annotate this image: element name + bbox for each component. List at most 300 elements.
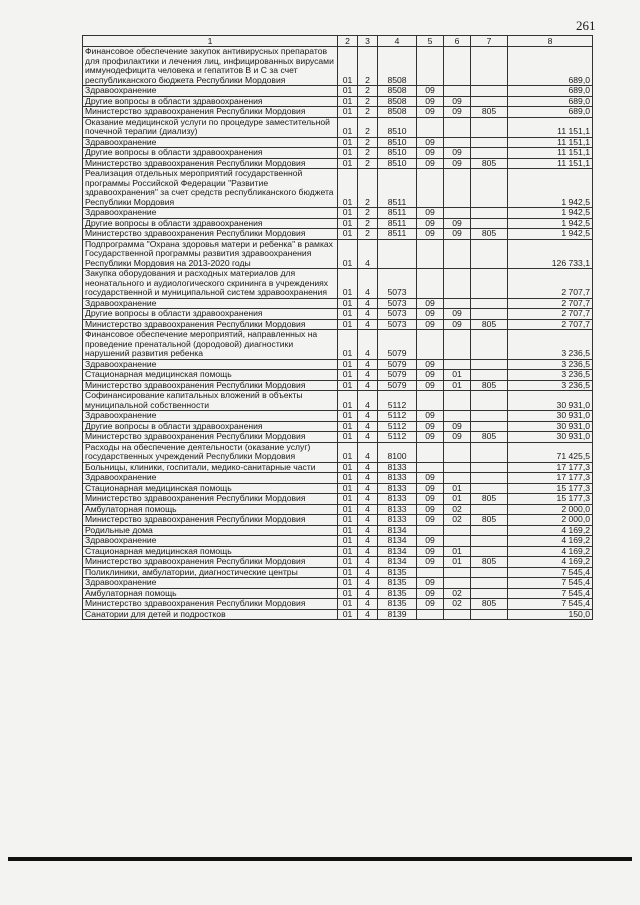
column-header: 1 <box>83 36 338 47</box>
item-name: Здравоохранение <box>83 473 338 484</box>
code-2: 01 <box>338 494 358 505</box>
code-7: 805 <box>471 557 508 568</box>
amount-value: 11 151,1 <box>508 158 593 169</box>
code-3: 2 <box>358 117 378 137</box>
code-7: 805 <box>471 229 508 240</box>
code-4: 5073 <box>378 309 417 320</box>
code-2: 01 <box>338 117 358 137</box>
amount-value: 30 931,0 <box>508 432 593 443</box>
column-header: 3 <box>358 36 378 47</box>
code-4: 5073 <box>378 319 417 330</box>
code-4: 8100 <box>378 442 417 462</box>
code-4: 8510 <box>378 148 417 159</box>
code-6 <box>444 473 471 484</box>
code-7 <box>471 86 508 97</box>
code-6: 09 <box>444 96 471 107</box>
code-4: 5073 <box>378 269 417 299</box>
code-7 <box>471 525 508 536</box>
table-row <box>83 494 593 505</box>
code-2: 01 <box>338 380 358 391</box>
code-2: 01 <box>338 239 358 269</box>
table-row <box>83 269 593 299</box>
code-6: 02 <box>444 599 471 610</box>
code-3: 4 <box>358 588 378 599</box>
code-6: 01 <box>444 494 471 505</box>
code-4: 5079 <box>378 380 417 391</box>
table-row <box>83 96 593 107</box>
item-name: Другие вопросы в области здравоохранения <box>83 218 338 229</box>
code-2: 01 <box>338 158 358 169</box>
amount-value: 1 942,5 <box>508 229 593 240</box>
table-row <box>83 391 593 411</box>
code-7: 805 <box>471 432 508 443</box>
item-name: Министерство здравоохранения Республики Мордовия <box>83 319 338 330</box>
code-7 <box>471 421 508 432</box>
code-7 <box>471 567 508 578</box>
code-4: 8133 <box>378 483 417 494</box>
code-4: 8133 <box>378 504 417 515</box>
code-5 <box>417 47 444 86</box>
header-row <box>83 36 593 47</box>
code-7: 805 <box>471 107 508 118</box>
code-4: 8511 <box>378 208 417 219</box>
amount-value: 689,0 <box>508 96 593 107</box>
amount-value: 30 931,0 <box>508 421 593 432</box>
code-4: 8135 <box>378 588 417 599</box>
code-2: 01 <box>338 578 358 589</box>
code-3: 4 <box>358 239 378 269</box>
code-3: 4 <box>358 442 378 462</box>
code-2: 01 <box>338 309 358 320</box>
code-2: 01 <box>338 359 358 370</box>
code-6 <box>444 567 471 578</box>
amount-value: 7 545,4 <box>508 567 593 578</box>
code-2: 01 <box>338 546 358 557</box>
code-3: 4 <box>358 432 378 443</box>
code-4: 8134 <box>378 546 417 557</box>
code-7 <box>471 442 508 462</box>
code-6: 09 <box>444 148 471 159</box>
code-3: 4 <box>358 483 378 494</box>
amount-value: 17 177,3 <box>508 473 593 484</box>
code-5: 09 <box>417 137 444 148</box>
code-5: 09 <box>417 380 444 391</box>
code-2: 01 <box>338 96 358 107</box>
table-row <box>83 137 593 148</box>
code-2: 01 <box>338 137 358 148</box>
code-5: 09 <box>417 411 444 422</box>
amount-value: 3 236,5 <box>508 370 593 381</box>
table-row <box>83 169 593 208</box>
code-7 <box>471 370 508 381</box>
code-7 <box>471 359 508 370</box>
code-7: 805 <box>471 380 508 391</box>
code-3: 2 <box>358 208 378 219</box>
code-6: 09 <box>444 107 471 118</box>
amount-value: 7 545,4 <box>508 578 593 589</box>
code-2: 01 <box>338 169 358 208</box>
item-name: Больницы, клиники, госпитали, медико-санитарные части <box>83 462 338 473</box>
code-2: 01 <box>338 525 358 536</box>
code-7: 805 <box>471 158 508 169</box>
code-4: 8135 <box>378 599 417 610</box>
code-2: 01 <box>338 370 358 381</box>
code-6: 01 <box>444 483 471 494</box>
code-6: 02 <box>444 504 471 515</box>
code-7 <box>471 504 508 515</box>
code-7: 805 <box>471 515 508 526</box>
item-name: Софинансирование капитальных вложений в объекты муниципальной собственности <box>83 391 338 411</box>
item-name: Здравоохранение <box>83 578 338 589</box>
table-row <box>83 239 593 269</box>
code-4: 8135 <box>378 578 417 589</box>
item-name: Здравоохранение <box>83 359 338 370</box>
code-3: 2 <box>358 148 378 159</box>
code-7: 805 <box>471 494 508 505</box>
table-row <box>83 319 593 330</box>
amount-value: 11 151,1 <box>508 117 593 137</box>
code-7 <box>471 239 508 269</box>
amount-value: 7 545,4 <box>508 588 593 599</box>
amount-value: 126 733,1 <box>508 239 593 269</box>
code-6 <box>444 359 471 370</box>
table-row <box>83 504 593 515</box>
item-name: Министерство здравоохранения Республики Мордовия <box>83 494 338 505</box>
table-row <box>83 158 593 169</box>
code-7 <box>471 47 508 86</box>
code-4: 8511 <box>378 218 417 229</box>
code-4 <box>378 239 417 269</box>
table-row <box>83 515 593 526</box>
item-name: Здравоохранение <box>83 86 338 97</box>
item-name: Санатории для детей и подростков <box>83 609 338 620</box>
code-4: 8508 <box>378 47 417 86</box>
code-6: 01 <box>444 546 471 557</box>
item-name: Министерство здравоохранения Республики Мордовия <box>83 107 338 118</box>
code-3: 4 <box>358 380 378 391</box>
table-row <box>83 473 593 484</box>
code-6: 01 <box>444 380 471 391</box>
column-header: 6 <box>444 36 471 47</box>
code-2: 01 <box>338 515 358 526</box>
code-6 <box>444 536 471 547</box>
code-6: 09 <box>444 432 471 443</box>
table-row <box>83 208 593 219</box>
code-3: 2 <box>358 169 378 208</box>
code-6 <box>444 208 471 219</box>
code-5 <box>417 269 444 299</box>
code-4: 8511 <box>378 169 417 208</box>
code-4: 5073 <box>378 298 417 309</box>
table-row <box>83 599 593 610</box>
amount-value: 4 169,2 <box>508 557 593 568</box>
code-7 <box>471 330 508 360</box>
code-4: 5112 <box>378 421 417 432</box>
table-row <box>83 462 593 473</box>
code-5: 09 <box>417 86 444 97</box>
amount-value: 689,0 <box>508 47 593 86</box>
code-3: 2 <box>358 96 378 107</box>
table-row <box>83 218 593 229</box>
code-7 <box>471 96 508 107</box>
code-5: 09 <box>417 473 444 484</box>
code-3: 4 <box>358 473 378 484</box>
code-6 <box>444 391 471 411</box>
budget-table <box>82 35 593 620</box>
code-3: 2 <box>358 86 378 97</box>
code-4: 5079 <box>378 330 417 360</box>
code-4: 8133 <box>378 494 417 505</box>
code-3: 4 <box>358 536 378 547</box>
code-6 <box>444 137 471 148</box>
item-name: Подпрограмма "Охрана здоровья матери и ребенка" в рамках Государственной программы развития здравоохранения Республики Мордовия на 2013-2020 годы <box>83 239 338 269</box>
code-5: 09 <box>417 158 444 169</box>
code-5: 09 <box>417 96 444 107</box>
item-name: Министерство здравоохранения Республики Мордовия <box>83 229 338 240</box>
code-2: 01 <box>338 432 358 443</box>
table-row <box>83 421 593 432</box>
code-3: 4 <box>358 330 378 360</box>
code-6 <box>444 298 471 309</box>
table-row <box>83 47 593 86</box>
code-5 <box>417 525 444 536</box>
code-2: 01 <box>338 107 358 118</box>
code-2: 01 <box>338 298 358 309</box>
column-header: 2 <box>338 36 358 47</box>
code-5 <box>417 239 444 269</box>
item-name: Здравоохранение <box>83 411 338 422</box>
amount-value: 30 931,0 <box>508 391 593 411</box>
code-6 <box>444 578 471 589</box>
item-name: Здравоохранение <box>83 536 338 547</box>
code-3: 4 <box>358 546 378 557</box>
code-2: 01 <box>338 229 358 240</box>
code-2: 01 <box>338 208 358 219</box>
code-6: 02 <box>444 588 471 599</box>
code-7 <box>471 391 508 411</box>
code-6: 02 <box>444 515 471 526</box>
column-header: 7 <box>471 36 508 47</box>
code-3: 4 <box>358 567 378 578</box>
table-row <box>83 536 593 547</box>
code-5: 09 <box>417 588 444 599</box>
code-2: 01 <box>338 473 358 484</box>
amount-value: 4 169,2 <box>508 525 593 536</box>
table-row <box>83 380 593 391</box>
code-2: 01 <box>338 599 358 610</box>
amount-value: 689,0 <box>508 107 593 118</box>
item-name: Министерство здравоохранения Республики Мордовия <box>83 158 338 169</box>
code-3: 4 <box>358 578 378 589</box>
code-4: 5079 <box>378 370 417 381</box>
amount-value: 15 177,3 <box>508 494 593 505</box>
item-name: Министерство здравоохранения Республики Мордовия <box>83 515 338 526</box>
code-5: 09 <box>417 229 444 240</box>
table-row <box>83 483 593 494</box>
item-name: Министерство здравоохранения Республики Мордовия <box>83 432 338 443</box>
amount-value: 1 942,5 <box>508 218 593 229</box>
code-2: 01 <box>338 588 358 599</box>
code-7 <box>471 411 508 422</box>
code-2: 01 <box>338 319 358 330</box>
code-5: 09 <box>417 208 444 219</box>
code-4: 8133 <box>378 515 417 526</box>
table-row <box>83 546 593 557</box>
code-2: 01 <box>338 442 358 462</box>
code-2: 01 <box>338 148 358 159</box>
code-4: 8511 <box>378 229 417 240</box>
table-row <box>83 567 593 578</box>
code-5: 09 <box>417 432 444 443</box>
code-6: 09 <box>444 309 471 320</box>
code-3: 2 <box>358 107 378 118</box>
table-row <box>83 588 593 599</box>
code-3: 4 <box>358 359 378 370</box>
code-4: 8510 <box>378 117 417 137</box>
amount-value: 2 707,7 <box>508 319 593 330</box>
item-name: Здравоохранение <box>83 137 338 148</box>
code-5 <box>417 391 444 411</box>
table-row <box>83 359 593 370</box>
item-name: Стационарная медицинская помощь <box>83 370 338 381</box>
amount-value: 3 236,5 <box>508 380 593 391</box>
amount-value: 3 236,5 <box>508 359 593 370</box>
code-5: 09 <box>417 421 444 432</box>
amount-value: 2 000,0 <box>508 515 593 526</box>
code-3: 4 <box>358 269 378 299</box>
item-name: Другие вопросы в области здравоохранения <box>83 148 338 159</box>
code-5: 09 <box>417 218 444 229</box>
code-5 <box>417 117 444 137</box>
code-2: 01 <box>338 411 358 422</box>
table-row <box>83 411 593 422</box>
amount-value: 150,0 <box>508 609 593 620</box>
code-2: 01 <box>338 86 358 97</box>
code-4: 8134 <box>378 557 417 568</box>
code-4: 8510 <box>378 137 417 148</box>
code-5: 09 <box>417 370 444 381</box>
amount-value: 7 545,4 <box>508 599 593 610</box>
footer-rule <box>8 857 632 861</box>
code-3: 4 <box>358 599 378 610</box>
table-body <box>83 47 593 620</box>
code-5: 09 <box>417 599 444 610</box>
code-5: 09 <box>417 298 444 309</box>
item-name: Другие вопросы в области здравоохранения <box>83 421 338 432</box>
item-name: Поликлиники, амбулатории, диагностические центры <box>83 567 338 578</box>
code-4: 8133 <box>378 462 417 473</box>
code-5 <box>417 609 444 620</box>
code-3: 4 <box>358 411 378 422</box>
item-name: Родильные дома <box>83 525 338 536</box>
item-name: Финансовое обеспечение закупок антивирусных препаратов для профилактики и лечения лиц, инфицированных вирусами иммунодефицита человека и гепатитов В и С за счет республиканского бюджета Республики Мордовия <box>83 47 338 86</box>
item-name: Реализация отдельных мероприятий государственной программы Российской Федерации "Развитие здравоохранения" за счет средств республиканского бюджета Республики Мордовия <box>83 169 338 208</box>
code-7 <box>471 588 508 599</box>
table-row <box>83 298 593 309</box>
code-6 <box>444 525 471 536</box>
code-4: 8133 <box>378 473 417 484</box>
item-name: Другие вопросы в области здравоохранения <box>83 309 338 320</box>
code-5: 09 <box>417 494 444 505</box>
table-row <box>83 117 593 137</box>
code-2: 01 <box>338 462 358 473</box>
code-4: 8135 <box>378 567 417 578</box>
code-5: 09 <box>417 578 444 589</box>
page-number: 261 <box>576 18 596 33</box>
item-name: Расходы на обеспечение деятельности (оказание услуг) государственных учреждений Республики Мордовия <box>83 442 338 462</box>
code-2: 01 <box>338 609 358 620</box>
code-5 <box>417 169 444 208</box>
code-5 <box>417 462 444 473</box>
code-2: 01 <box>338 567 358 578</box>
code-6 <box>444 411 471 422</box>
code-6 <box>444 442 471 462</box>
code-2: 01 <box>338 557 358 568</box>
code-3: 4 <box>358 494 378 505</box>
amount-value: 11 151,1 <box>508 148 593 159</box>
code-5: 09 <box>417 536 444 547</box>
code-3: 2 <box>358 158 378 169</box>
amount-value: 1 942,5 <box>508 208 593 219</box>
code-5 <box>417 442 444 462</box>
amount-value: 15 177,3 <box>508 483 593 494</box>
code-3: 4 <box>358 504 378 515</box>
code-7 <box>471 169 508 208</box>
code-6: 01 <box>444 370 471 381</box>
code-7: 805 <box>471 599 508 610</box>
code-7 <box>471 208 508 219</box>
code-7 <box>471 462 508 473</box>
code-5: 09 <box>417 148 444 159</box>
code-4: 5079 <box>378 359 417 370</box>
code-7: 805 <box>471 319 508 330</box>
item-name: Министерство здравоохранения Республики Мордовия <box>83 599 338 610</box>
amount-value: 17 177,3 <box>508 462 593 473</box>
amount-value: 689,0 <box>508 86 593 97</box>
code-3: 4 <box>358 391 378 411</box>
table-row <box>83 309 593 320</box>
code-6: 09 <box>444 421 471 432</box>
code-3: 4 <box>358 370 378 381</box>
code-6: 09 <box>444 158 471 169</box>
item-name: Министерство здравоохранения Республики Мордовия <box>83 557 338 568</box>
code-4: 5112 <box>378 411 417 422</box>
table-row <box>83 557 593 568</box>
code-2: 01 <box>338 421 358 432</box>
code-7 <box>471 483 508 494</box>
amount-value: 2 707,7 <box>508 298 593 309</box>
code-6 <box>444 330 471 360</box>
code-5: 09 <box>417 107 444 118</box>
amount-value: 4 169,2 <box>508 536 593 547</box>
code-2: 01 <box>338 504 358 515</box>
code-2: 01 <box>338 391 358 411</box>
code-4: 5112 <box>378 432 417 443</box>
code-2: 01 <box>338 47 358 86</box>
code-4: 8134 <box>378 525 417 536</box>
code-6 <box>444 47 471 86</box>
table-row <box>83 229 593 240</box>
amount-value: 2 707,7 <box>508 309 593 320</box>
table-row <box>83 442 593 462</box>
code-4: 8510 <box>378 158 417 169</box>
table-row <box>83 432 593 443</box>
amount-value: 71 425,5 <box>508 442 593 462</box>
code-2: 01 <box>338 218 358 229</box>
code-2: 01 <box>338 483 358 494</box>
code-2: 01 <box>338 536 358 547</box>
table-row <box>83 370 593 381</box>
